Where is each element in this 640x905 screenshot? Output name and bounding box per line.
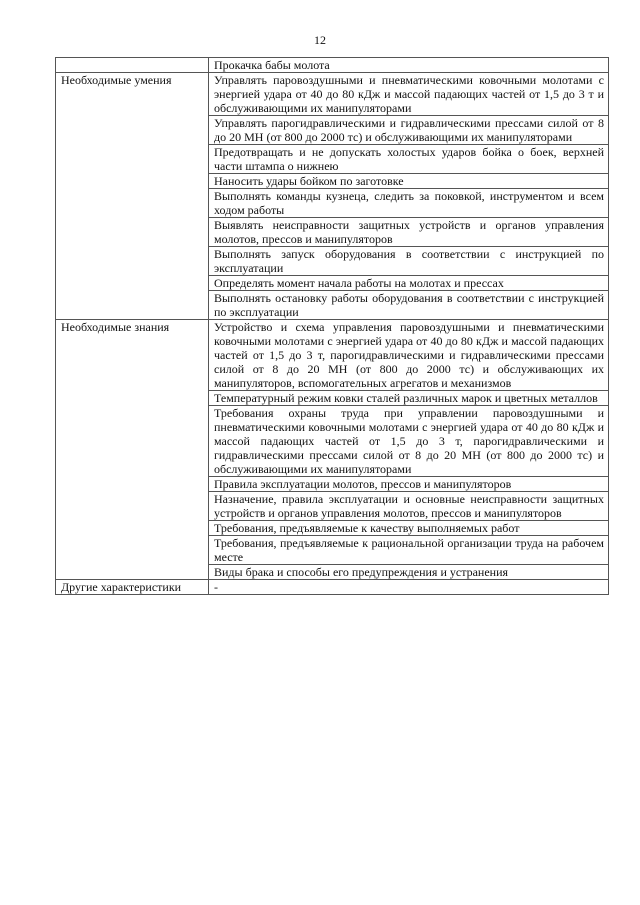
requirement-item-cell <box>209 492 609 521</box>
characteristics-table-body <box>56 58 609 595</box>
section-label-cell <box>56 320 209 580</box>
requirement-item-cell <box>209 521 609 536</box>
requirement-item-text: Управлять паровоздушными и пневматическими ковочными молотами с энергией удара от 40 до 80 кДж и массой падающих частей от 1,5 до 3 т и обслуживающими их манипуляторами <box>214 73 604 115</box>
section-label: Необходимые знания <box>61 320 170 334</box>
requirement-item-text: Устройство и схема управления паровоздушными и пневматическими ковочными молотами с энергией удара от 40 до 80 кДж и массой падающих частей от 1,5 до 3 т, парогидравлическими и гидравлическими прессами силой от 8 до 20 МН (от 800 до 2000 тс) и обслуживающих их манипуляторов, вспомогательных агрегатов и механизмов <box>214 320 604 390</box>
requirement-item-cell <box>209 247 609 276</box>
requirement-item-text: Назначение, правила эксплуатации и основные неисправности защитных устройств и органов управления молотов, прессов и манипуляторов <box>214 492 604 520</box>
requirement-item-text: Требования охраны труда при управлении паровоздушными и пневматическими ковочными молотами с энергией удара от 40 до 80 кДж и массой падающих частей от 1,5 до 3 т, парогидравлическими и гидравлическими прессами силой от 8 до 20 МН (от 800 до 2000 тс) и обслуживающими их манипуляторами <box>214 406 604 476</box>
section-label-cell <box>56 580 209 595</box>
requirement-item-text: Предотвращать и не допускать холостых ударов бойка о боек, верхней части штампа о нижнею <box>214 145 604 173</box>
table-row <box>56 320 609 391</box>
requirement-item-cell <box>209 391 609 406</box>
requirement-item-cell <box>209 320 609 391</box>
requirement-item-cell <box>209 145 609 174</box>
requirement-item-cell <box>209 116 609 145</box>
requirement-item-text: Требования, предъявляемые к качеству выполняемых работ <box>214 521 520 535</box>
requirement-item-cell <box>209 291 609 320</box>
requirement-item-cell <box>209 218 609 247</box>
requirement-item-cell <box>209 406 609 477</box>
requirement-item-cell <box>209 565 609 580</box>
section-label: Необходимые умения <box>61 73 172 87</box>
requirement-item-cell <box>209 536 609 565</box>
requirement-item-cell <box>209 174 609 189</box>
requirement-item-text: Наносить удары бойком по заготовке <box>214 174 404 188</box>
requirement-item-cell <box>209 58 609 73</box>
table-row <box>56 73 609 116</box>
requirement-item-cell <box>209 73 609 116</box>
table-row <box>56 580 609 595</box>
characteristics-table <box>55 57 609 595</box>
requirement-item-text: Выполнять остановку работы оборудования в соответствии с инструкцией по эксплуатации <box>214 291 604 319</box>
section-label-cell <box>56 58 209 73</box>
page-number: 12 <box>314 33 326 47</box>
requirement-item-text: Требования, предъявляемые к рациональной организации труда на рабочем месте <box>214 536 604 564</box>
requirement-item-text: Виды брака и способы его предупреждения и устранения <box>214 565 509 579</box>
requirement-item-cell <box>209 580 609 595</box>
requirement-item-text: Определять момент начала работы на молотах и прессах <box>214 276 504 290</box>
requirement-item-text: Температурный режим ковки сталей различных марок и цветных металлов <box>214 391 598 405</box>
requirement-item-text: Управлять парогидравлическими и гидравлическими прессами силой от 8 до 20 МН (от 800 до 2000 тс) и обслуживающими их манипуляторами <box>214 116 604 144</box>
table-row <box>56 58 609 73</box>
requirement-item-text: Правила эксплуатации молотов, прессов и манипуляторов <box>214 477 512 491</box>
requirement-item-cell <box>209 189 609 218</box>
section-label: Другие характеристики <box>61 580 182 594</box>
requirement-item-text: Выявлять неисправности защитных устройств и органов управления молотов, прессов и манипуляторов <box>214 218 604 246</box>
requirement-item-text: Прокачка бабы молота <box>214 58 330 72</box>
section-label-cell <box>56 73 209 320</box>
requirement-item-cell <box>209 477 609 492</box>
requirement-item-text: Выполнять запуск оборудования в соответствии с инструкцией по эксплуатации <box>214 247 604 275</box>
requirement-item-text: - <box>214 580 218 594</box>
requirement-item-text: Выполнять команды кузнеца, следить за поковкой, инструментом и всем ходом работы <box>214 189 604 217</box>
requirement-item-cell <box>209 276 609 291</box>
